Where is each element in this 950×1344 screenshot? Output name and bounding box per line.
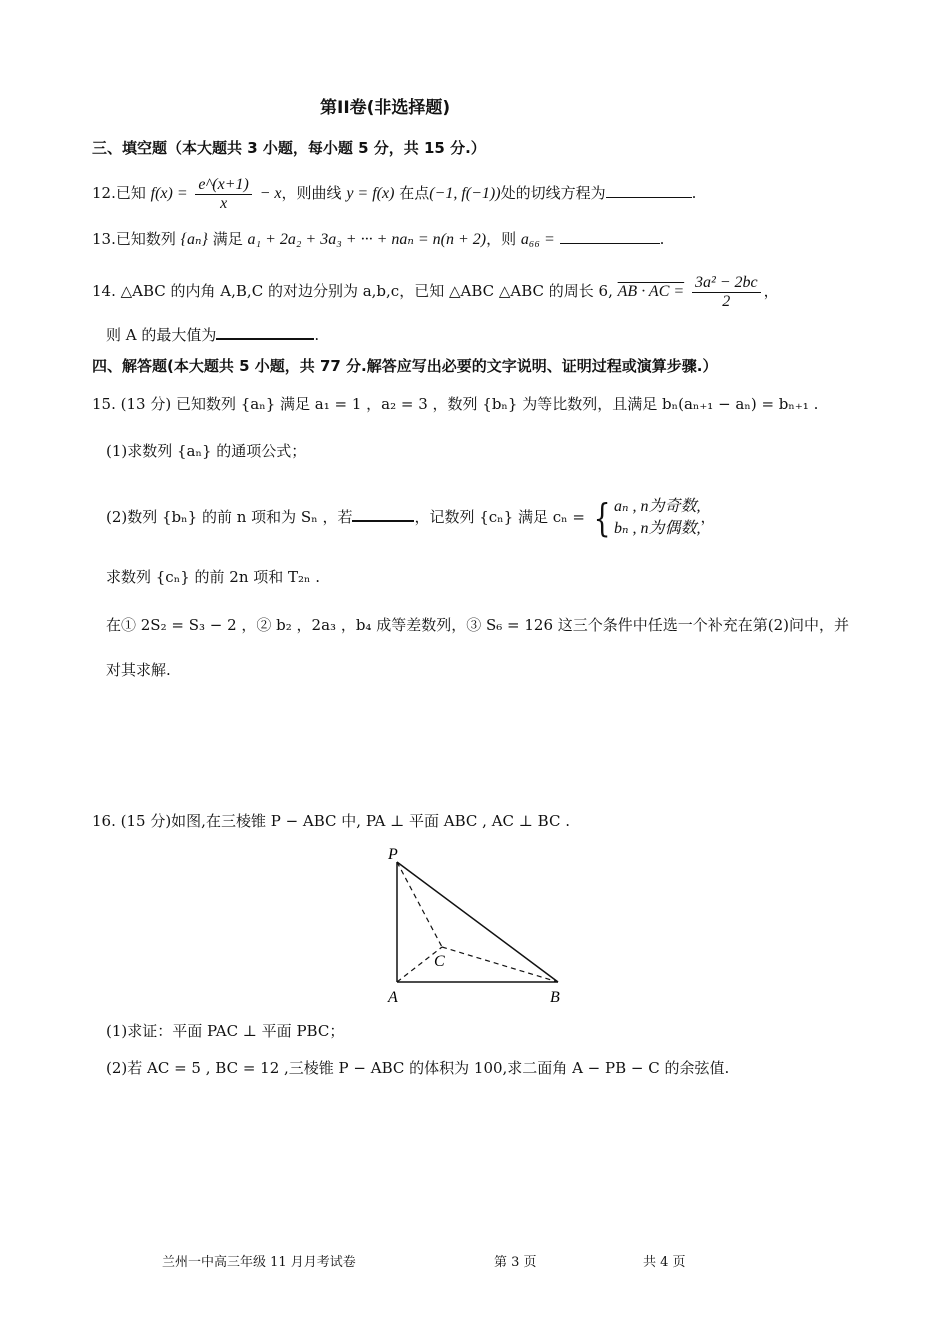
- question-15-part1: (1)求数列 {aₙ} 的通项公式；: [106, 442, 307, 460]
- label-A: A: [388, 989, 398, 1006]
- footer-exam-name: 兰州一中高三年级 11 月月考试卷: [162, 1255, 356, 1270]
- section-heading-solutions: 四、解答题(本大题共 5 小题，共 77 分.解答应写出必要的文字说明、证明过程或演算步骤.）: [92, 357, 718, 375]
- q15-part2-a: (2)数列 {bₙ} 的前 n 项和为 Sₙ ，若: [106, 508, 353, 526]
- q15-cases: [614, 496, 701, 540]
- label-P: P: [388, 846, 398, 863]
- q14-vector-product: AB · AC =: [617, 283, 685, 300]
- question-12: [92, 170, 696, 217]
- label-C: C: [434, 953, 445, 970]
- label-B: B: [550, 989, 560, 1006]
- edge-PB: [397, 862, 558, 982]
- q15-case-odd: aₙ , n为奇数,: [613, 498, 701, 515]
- q13-equation: a₁ + 2a₂ + 3a₃ + ··· + naₙ = n(n + 2): [247, 231, 487, 248]
- q13-answer-blank[interactable]: [560, 229, 660, 244]
- q12-curve: y = f(x): [346, 185, 395, 202]
- footer-total-pages: 共 4 页: [643, 1255, 686, 1270]
- q14-frac-denominator: 2: [722, 292, 731, 310]
- question-15-conditions: 在① 2S₂ = S₃ − 2 ，② b₂ ，2a₃ ，b₄ 成等差数列，③ S₆ = 126 这三个条件中任选一个补充在第(2)问中，并: [106, 616, 850, 634]
- q15-cases-brace: {: [593, 496, 611, 540]
- q13-end: .: [659, 230, 665, 248]
- q12-fraction: [195, 176, 251, 213]
- q15-case-even: bₙ , n为偶数,: [613, 520, 701, 537]
- q13-cond: 满足: [212, 230, 243, 248]
- q12-end: .: [691, 184, 697, 202]
- q14-fraction: [692, 274, 761, 311]
- question-15-part2: [106, 494, 715, 540]
- q12-answer-blank[interactable]: [606, 183, 692, 198]
- q12-frac-numerator: e^(x+1): [195, 176, 251, 195]
- q13-label: 13.已知数列: [92, 230, 176, 248]
- question-13: [92, 229, 664, 250]
- q13-seq: {aₙ}: [180, 231, 208, 248]
- q14-line2: 则 A 的最大值为: [106, 326, 217, 344]
- question-16-part2: (2)若 AC = 5 , BC = 12 ,三棱锥 P − ABC 的体积为 100,求二面角 A − PB − C 的余弦值.: [106, 1059, 730, 1077]
- q14-line1-end: ，: [763, 282, 779, 300]
- q15-part2-end: ，: [700, 508, 716, 526]
- q13-ask: a₆₆ =: [520, 231, 555, 248]
- q12-frac-denominator: x: [220, 194, 228, 212]
- question-15-stem: 15. (13 分) 已知数列 {aₙ} 满足 a₁ = 1 ，a₂ = 3 ，数列 {bₙ} 为等比数列，且满足 bₙ(aₙ₊₁ − aₙ) = bₙ₊₁ .: [92, 395, 819, 413]
- q15-condition-blank[interactable]: [352, 506, 414, 522]
- question-16-stem: 16. (15 分)如图,在三棱锥 P − ABC 中, PA ⊥ 平面 ABC , AC ⊥ BC .: [92, 812, 570, 830]
- q14-line2-end: .: [314, 326, 320, 344]
- q12-label: 12.已知: [92, 184, 146, 202]
- footer-page-number: 第 3 页: [494, 1255, 537, 1270]
- question-16-part1: (1)求证：平面 PAC ⊥ 平面 PBC；: [106, 1022, 345, 1040]
- question-14: [92, 268, 779, 315]
- q12-tail: 处的切线方程为: [500, 184, 606, 202]
- edge-PC: [397, 862, 442, 947]
- q12-func-tail: − x: [259, 185, 282, 202]
- q14-frac-numerator: 3a² − 2bc: [692, 274, 761, 293]
- edge-BC: [442, 947, 558, 982]
- question-15-conditions-line2: 对其求解.: [106, 661, 171, 679]
- question-14-line2: [106, 324, 319, 345]
- tetrahedron-figure: [370, 840, 580, 1010]
- section-heading-fill-blank: 三、填空题（本大题共 3 小题，每小题 5 分，共 15 分.）: [92, 139, 486, 157]
- q14-answer-blank[interactable]: [216, 324, 314, 340]
- q12-func-lhs: f(x) =: [150, 185, 188, 202]
- q12-point: (−1, f(−1)): [429, 185, 501, 202]
- page-title: 第II卷(非选择题): [320, 98, 451, 118]
- q13-then: ，则: [486, 230, 517, 248]
- question-15-part2-line2: 求数列 {cₙ} 的前 2n 项和 T₂ₙ .: [106, 568, 321, 586]
- q12-text: ，则曲线: [281, 184, 342, 202]
- q14-line1: 14. △ABC 的内角 A,B,C 的对边分别为 a,b,c，已知 △ABC △ABC 的周长 6,: [92, 282, 613, 300]
- q12-at-point: 在点: [399, 184, 430, 202]
- q15-part2-b: ，记数列 {cₙ} 满足 cₙ =: [414, 508, 585, 526]
